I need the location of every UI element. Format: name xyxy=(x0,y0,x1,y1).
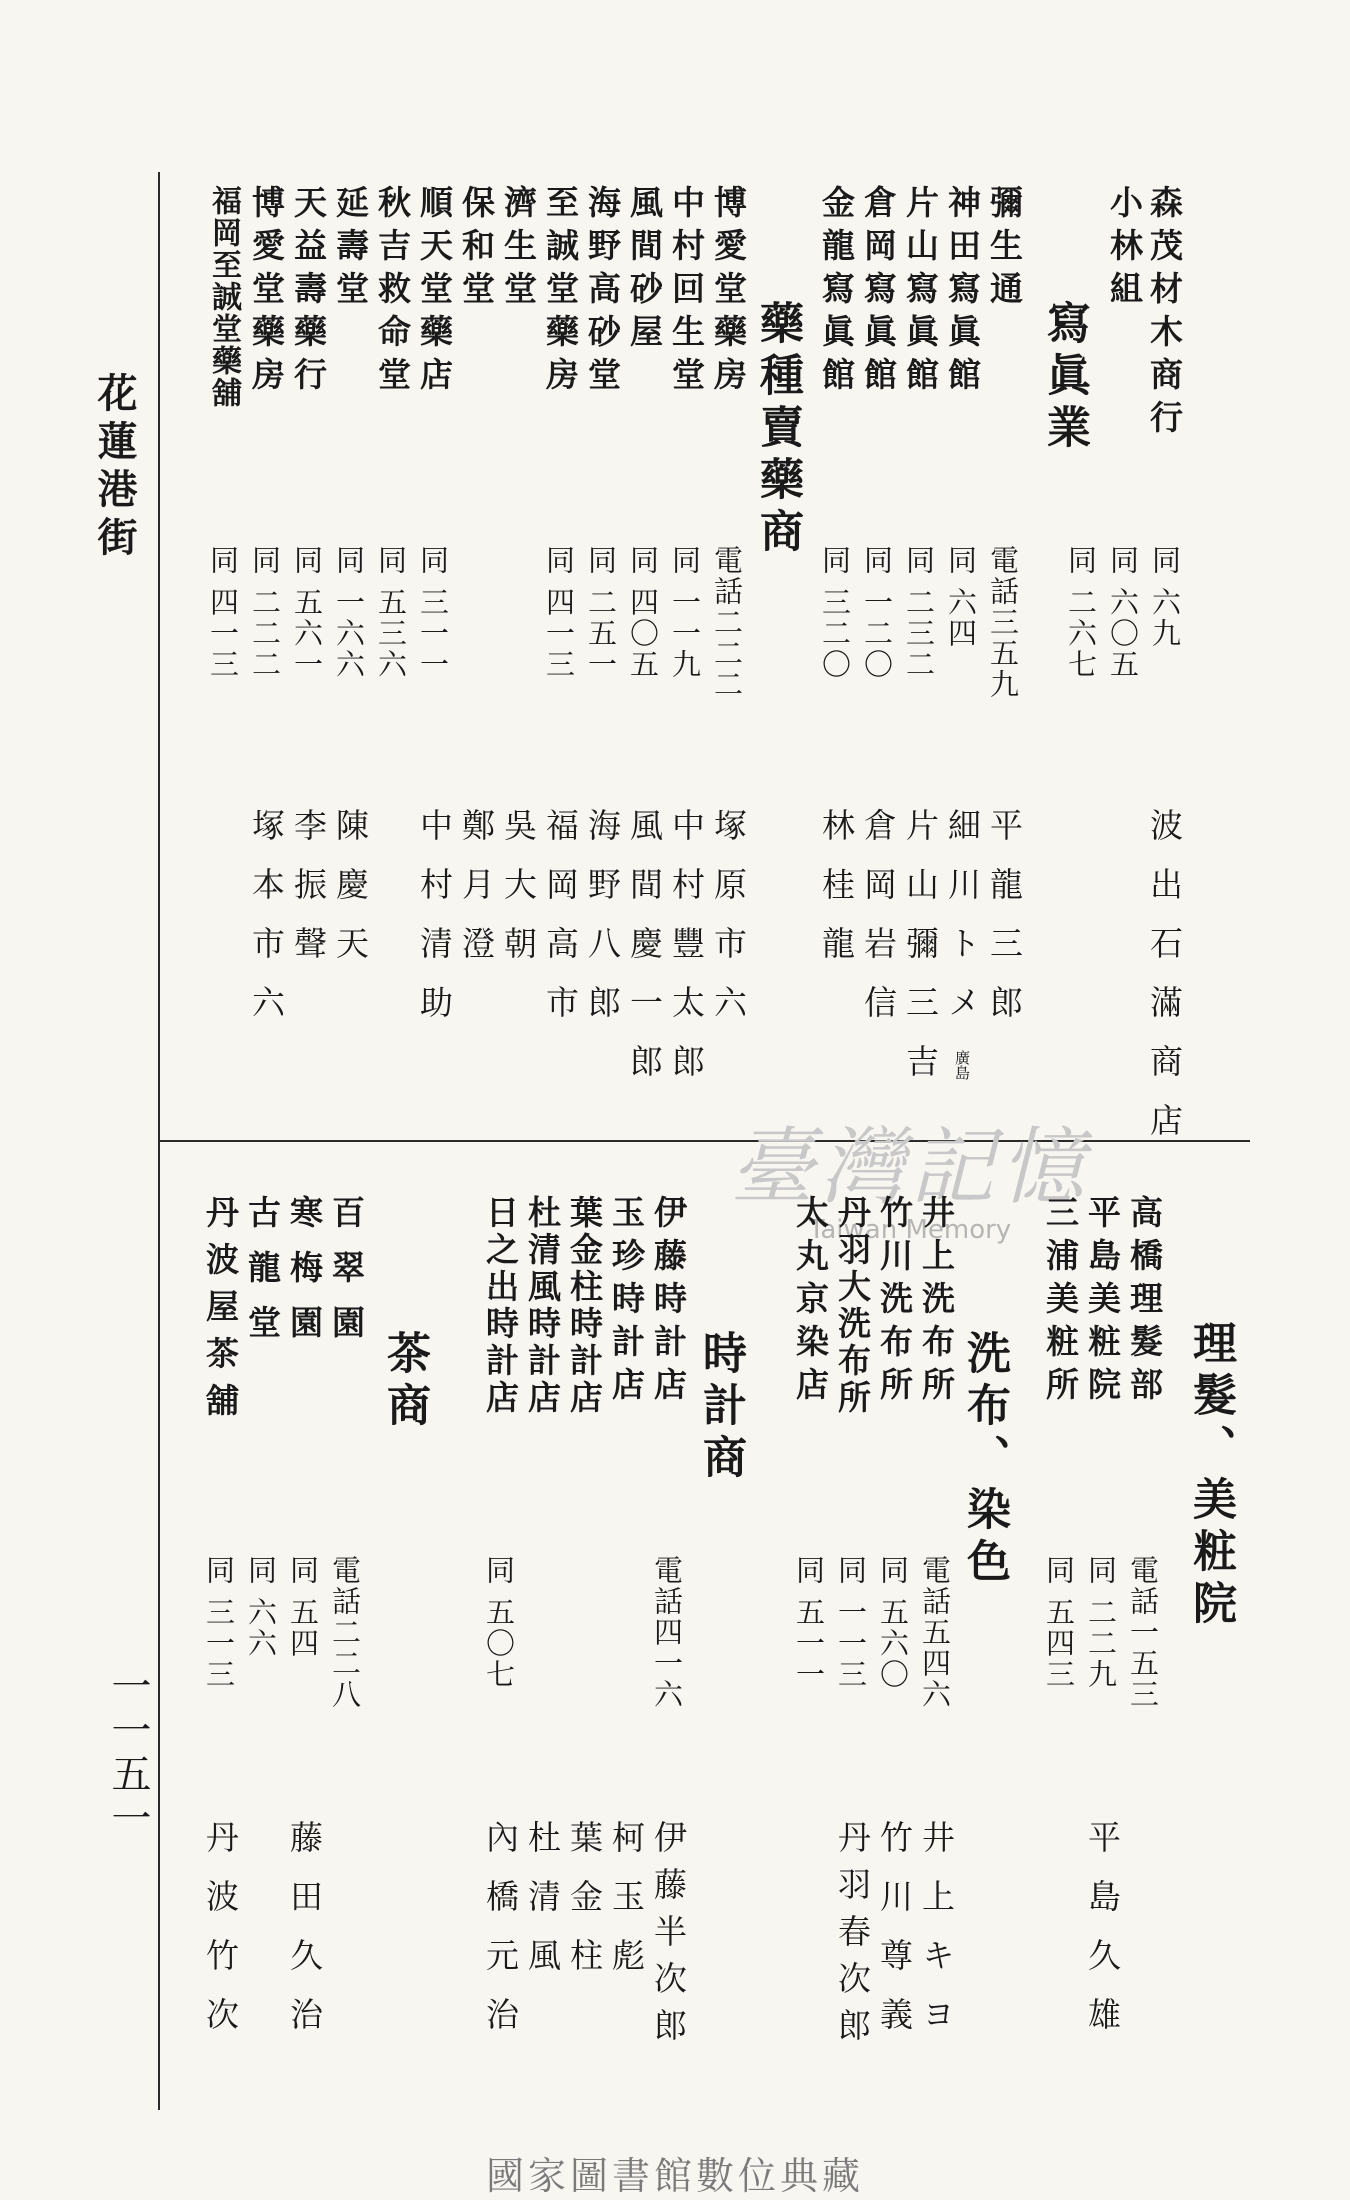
business-name: 高橋理髮部 xyxy=(1125,1195,1164,1410)
owner-name: 倉岡岩信 xyxy=(859,808,898,1044)
phone-number: 同 四一三 xyxy=(542,545,576,681)
owner-name: 風間慶一郎 xyxy=(625,808,664,1103)
origin-place: 廣島 xyxy=(953,1050,971,1080)
business-name: 井上洗布所 xyxy=(917,1195,956,1410)
business-name: 博愛堂藥房 xyxy=(709,185,748,400)
side-title: 花蓮港街 xyxy=(91,372,138,564)
owner-name: 中村豐太郎 xyxy=(667,808,706,1103)
owner-text: 細川トメ xyxy=(943,808,982,1044)
business-name: 丹羽大洗布所 xyxy=(833,1195,872,1417)
owner-name: 伊藤半次郎 xyxy=(649,1820,688,2055)
owner-name xyxy=(943,808,982,1080)
business-name: 丹波屋茶舖 xyxy=(201,1195,240,1430)
business-name: 博愛堂藥房 xyxy=(247,185,286,400)
section-heading: 洗布、染色 xyxy=(959,1330,1010,1590)
owner-name: 平島久雄 xyxy=(1083,1820,1122,2056)
phone-number: 電話二二八 xyxy=(328,1555,362,1710)
business-name: 伊藤時計店 xyxy=(649,1195,688,1410)
owner-name: 井上キヨ xyxy=(917,1820,956,2056)
phone-number: 同 五一一 xyxy=(792,1555,826,1691)
phone-number: 同 六九 xyxy=(1148,545,1182,650)
business-name: 天益壽藥行 xyxy=(289,185,328,400)
owner-name: 丹羽春次郎 xyxy=(833,1820,872,2055)
owner-name: 陳慶天 xyxy=(331,808,370,985)
business-name: 寒梅園 xyxy=(285,1195,324,1360)
business-name: 神田寫眞館 xyxy=(943,185,982,400)
business-name: 彌生通 xyxy=(985,185,1024,314)
business-name: 古龍堂 xyxy=(243,1195,282,1360)
business-name: 森茂材木商行 xyxy=(1145,185,1184,443)
phone-number: 電話二二二 xyxy=(710,545,744,700)
business-name: 倉岡寫眞館 xyxy=(859,185,898,400)
phone-number: 電話四一六 xyxy=(650,1555,684,1710)
business-name: 片山寫眞館 xyxy=(901,185,940,400)
watermark-sub: Taiwan Memory xyxy=(808,1215,1012,1245)
phone-number: 同 二六七 xyxy=(1064,545,1098,681)
phone-number: 同 四一三 xyxy=(206,545,240,681)
phone-number: 同 五六〇 xyxy=(876,1555,910,1691)
phone-number: 電話三五九 xyxy=(986,545,1020,700)
phone-number: 同 六〇五 xyxy=(1106,545,1140,681)
owner-name: 福岡高市 xyxy=(541,808,580,1044)
section-heading: 寫眞業 xyxy=(1039,300,1090,456)
owner-name: 竹川尊義 xyxy=(875,1820,914,2056)
business-name: 濟生堂 xyxy=(499,185,538,314)
business-name: 延壽堂 xyxy=(331,185,370,314)
phone-number: 電話一五三 xyxy=(1126,1555,1160,1710)
section-heading: 藥種賣藥商 xyxy=(752,300,803,560)
owner-name: 丹波竹次 xyxy=(201,1820,240,2056)
owner-name: 中村清助 xyxy=(415,808,454,1044)
business-name: 秋吉救命堂 xyxy=(373,185,412,400)
owner-name: 鄭月澄 xyxy=(457,808,496,985)
business-name: 百翠園 xyxy=(327,1195,366,1360)
phone-number: 同 四〇五 xyxy=(626,545,660,681)
phone-number: 同 五三六 xyxy=(374,545,408,681)
page-number: 一一五一 xyxy=(105,1665,151,1841)
phone-number: 同 一六六 xyxy=(332,545,366,681)
phone-number: 同 一一三 xyxy=(834,1555,868,1691)
footer-caption: 國家圖書館數位典藏 xyxy=(485,2154,864,2198)
business-name: 平島美粧院 xyxy=(1083,1195,1122,1410)
business-name: 福岡至誠堂藥舖 xyxy=(206,185,241,409)
owner-name: 海野八郎 xyxy=(583,808,622,1044)
business-name: 竹川洗布所 xyxy=(875,1195,914,1410)
phone-number: 同 三一一 xyxy=(416,545,450,681)
watermark-main: 臺灣記憶 xyxy=(729,1118,1090,1216)
phone-number: 同 二二二 xyxy=(248,545,282,681)
business-name: 風間砂屋 xyxy=(625,185,664,357)
owner-name: 吳大朝 xyxy=(499,808,538,985)
phone-number: 同 六六 xyxy=(244,1555,278,1660)
business-name: 順天堂藥店 xyxy=(415,185,454,400)
phone-number: 同 二二九 xyxy=(1084,1555,1118,1691)
phone-number: 同 五六一 xyxy=(290,545,324,681)
owner-name: 塚原市六 xyxy=(709,808,748,1044)
business-name: 小林組 xyxy=(1105,185,1144,314)
business-name: 日之出時計店 xyxy=(481,1195,520,1417)
owner-name: 李振聲 xyxy=(289,808,328,985)
business-name: 金龍寫眞館 xyxy=(817,185,856,400)
business-name: 太丸京染店 xyxy=(791,1195,830,1410)
owner-name: 內橋元治 xyxy=(481,1820,520,2056)
phone-number: 同 五四 xyxy=(286,1555,320,1660)
owner-name: 波出石滿商店 xyxy=(1145,808,1184,1162)
phone-number: 同 二三二 xyxy=(902,545,936,681)
business-name: 海野高砂堂 xyxy=(583,185,622,400)
business-name: 三浦美粧所 xyxy=(1041,1195,1080,1410)
phone-number: 電話五四六 xyxy=(918,1555,952,1710)
owner-name: 平龍三郎 xyxy=(985,808,1024,1044)
section-heading: 時計商 xyxy=(695,1330,746,1486)
business-name: 杜清風時計店 xyxy=(523,1195,562,1417)
owner-name: 林桂龍 xyxy=(817,808,856,985)
phone-number: 同 三一三 xyxy=(202,1555,236,1691)
phone-number: 同 五四三 xyxy=(1042,1555,1076,1691)
owner-name: 柯玉彪 xyxy=(607,1820,646,1997)
business-name: 葉金柱時計店 xyxy=(565,1195,604,1417)
owner-name: 葉金柱 xyxy=(565,1820,604,1997)
section-heading: 理髮、美粧院 xyxy=(1185,1320,1236,1632)
section-heading: 茶商 xyxy=(379,1330,430,1434)
phone-number: 同 五〇七 xyxy=(482,1555,516,1691)
business-name: 玉珍時計店 xyxy=(607,1195,646,1410)
phone-number: 同 六四 xyxy=(944,545,978,650)
owner-name: 塚本市六 xyxy=(247,808,286,1044)
business-name: 至誠堂藥房 xyxy=(541,185,580,400)
business-name: 中村回生堂 xyxy=(667,185,706,400)
owner-name: 杜清風 xyxy=(523,1820,562,1997)
business-name: 保和堂 xyxy=(457,185,496,314)
phone-number: 同 一一九 xyxy=(668,545,702,681)
owner-name: 片山彌三吉 xyxy=(901,808,940,1103)
phone-number: 同 一二〇 xyxy=(860,545,894,681)
owner-name: 藤田久治 xyxy=(285,1820,324,2056)
phone-number: 同 三二〇 xyxy=(818,545,852,681)
phone-number: 同 二五一 xyxy=(584,545,618,681)
